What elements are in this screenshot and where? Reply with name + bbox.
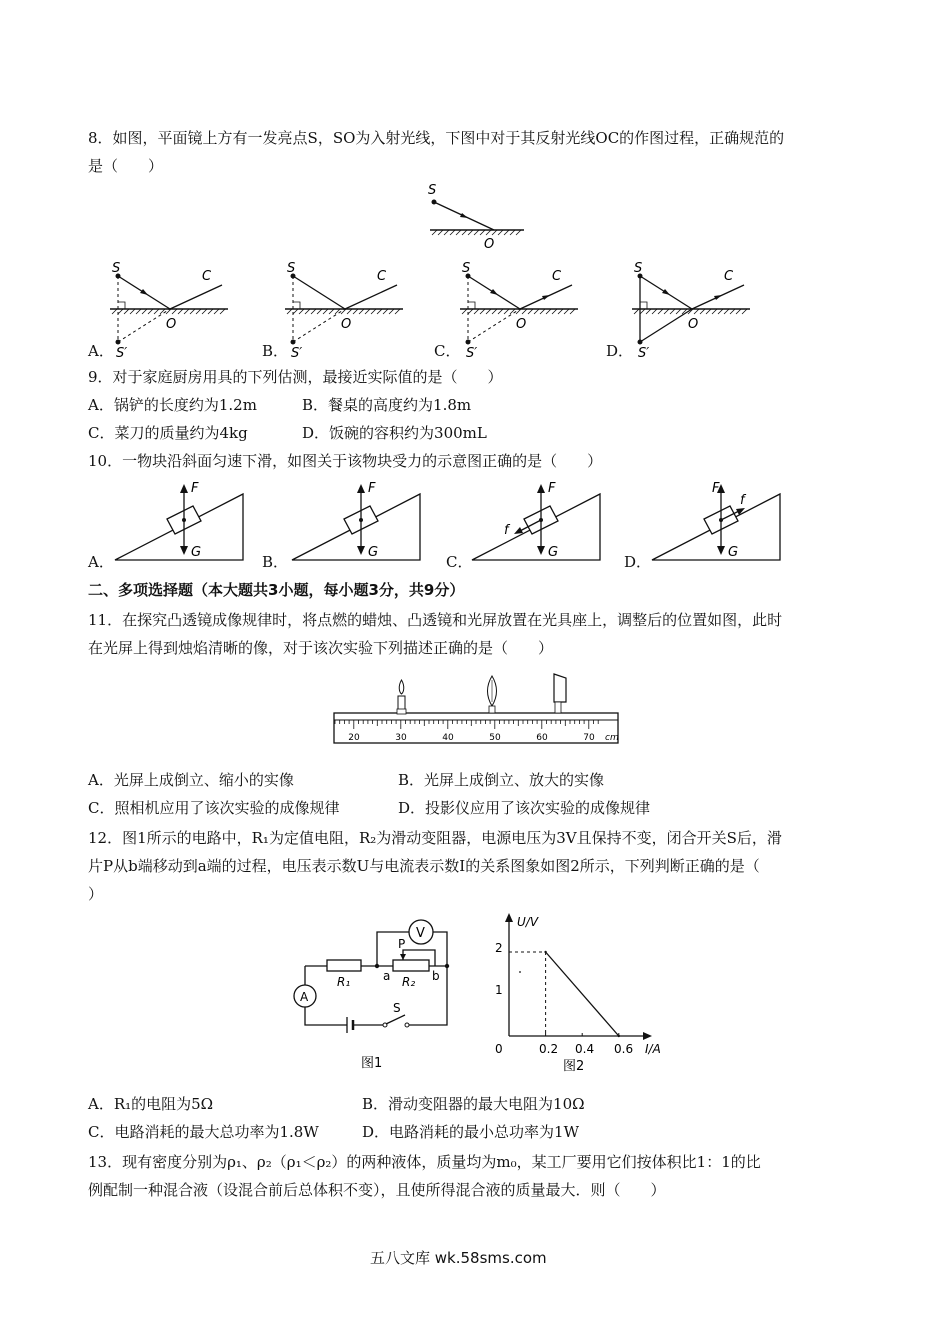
q11-option-a: A．光屏上成倒立、缩小的实像 <box>88 771 294 789</box>
graph-xtick-0-6: 0.6 <box>614 1042 634 1056</box>
q10d-label-g: G <box>728 545 739 560</box>
q8-option-d-figure <box>632 261 752 361</box>
q8a-label-s: S <box>112 261 121 276</box>
q8-main-figure <box>420 180 530 252</box>
q8-option-a-figure <box>110 261 230 361</box>
graph-ytick-1: 1 <box>495 983 503 997</box>
section-heading: 二、多项选择题（本大题共3小题，每小题3分，共9分） <box>88 581 465 599</box>
q11-stem-line1: 11．在探究凸透镜成像规律时，将点燃的蜡烛、凸透镜和光屏放置在光具座上，调整后的位置如图，此时 <box>88 611 783 629</box>
circuit-label-a-end: a <box>383 969 391 983</box>
q10-option-d-figure <box>652 478 787 563</box>
q12-option-b: B．滑动变阻器的最大电阻为10Ω <box>362 1095 585 1113</box>
graph-xtick-0: 0 <box>495 1042 503 1056</box>
graph-caption: 图2 <box>563 1059 585 1074</box>
q10c-label-f-small: f <box>504 523 509 538</box>
circuit-label-p: P <box>398 937 406 951</box>
graph-series-line <box>546 952 619 1036</box>
q8b-label-s: S <box>287 261 296 276</box>
graph-xlabel: I/A <box>645 1042 661 1056</box>
q8b-label-s-prime: S′ <box>291 346 303 361</box>
ruler-label-40: 40 <box>442 733 454 743</box>
q11-option-b: B．光屏上成倒立、放大的实像 <box>398 771 605 789</box>
q10d-label-f: F <box>712 481 720 496</box>
q8d-label-s: S <box>634 261 643 276</box>
q11-option-d: D．投影仪应用了该次实验的成像规律 <box>398 799 651 817</box>
q8-stem-line2: 是（ ） <box>88 157 164 175</box>
q8-option-d: D． <box>606 342 634 360</box>
circuit-label-s: S <box>393 1001 401 1015</box>
q9-option-a: A．锅铲的长度约为1.2m <box>88 396 257 414</box>
q10c-label-f: F <box>548 481 556 496</box>
q10-option-c-figure <box>472 478 607 563</box>
q9-stem: 9．对于家庭厨房用具的下列估测，最接近实际值的是（ ） <box>88 368 503 386</box>
q12-stem-line3: ） <box>88 885 104 903</box>
q10-stem: 10．一物块沿斜面匀速下滑，如图关于该物块受力的示意图正确的是（ ） <box>88 452 603 470</box>
q11-stem-line2: 在光屏上得到烛焰清晰的像，对于该次实验下列描述正确的是（ ） <box>88 639 554 657</box>
q8c-label-s-prime: S′ <box>466 346 478 361</box>
q8-label-o: O <box>484 237 495 252</box>
circuit-label-a: A <box>300 990 309 1004</box>
q8a-label-c: C <box>202 269 212 284</box>
page-footer: 五八文库 wk.58sms.com <box>370 1249 547 1267</box>
q8a-label-o: O <box>166 317 177 332</box>
q10-option-c: C． <box>446 553 473 571</box>
q12-option-a: A．R₁的电阻为5Ω <box>88 1095 214 1113</box>
q10b-label-f: F <box>368 481 376 496</box>
ruler-label-20: 20 <box>348 733 360 743</box>
q12-option-c: C．电路消耗的最大总功率为1.8W <box>88 1123 319 1141</box>
q10b-label-g: G <box>368 545 379 560</box>
q8-stem-line1: 8．如图，平面镜上方有一发亮点S，SO为入射光线，下图中对于其反射光线OC的作图过程，正确规范的 <box>88 129 785 147</box>
q10a-label-g: G <box>191 545 202 560</box>
q12-graph-figure <box>485 912 685 1077</box>
graph-point <box>544 951 546 953</box>
graph-xtick-0-2: 0.2 <box>539 1042 559 1056</box>
q8-option-c-figure <box>460 261 580 361</box>
graph-ylabel: U/V <box>517 915 539 929</box>
q11-optical-bench <box>332 672 622 747</box>
q8b-label-o: O <box>341 317 352 332</box>
q8a-label-s-prime: S′ <box>116 346 128 361</box>
circuit-caption: 图1 <box>361 1056 383 1071</box>
ruler-unit: cm <box>605 733 619 743</box>
q8-label-s: S <box>428 183 437 198</box>
q10-option-a-figure <box>115 478 250 563</box>
q9-option-b: B．餐桌的高度约为1.8m <box>302 396 472 414</box>
q13-stem-line1: 13．现有密度分别为ρ₁、ρ₂（ρ₁＜ρ₂）的两种液体，质量均为m₀，某工厂要用它们按体积比1：1的比 <box>88 1153 761 1171</box>
q10c-label-g: G <box>548 545 559 560</box>
q8c-label-c: C <box>552 269 562 284</box>
q10d-label-f-small: f <box>740 493 745 508</box>
circuit-label-r1: R₁ <box>337 975 351 989</box>
q12-circuit-figure <box>285 912 465 1072</box>
ruler-label-30: 30 <box>395 733 407 743</box>
q12-stem-line1: 12．图1所示的电路中，R₁为定值电阻，R₂为滑动变阻器，电源电压为3V且保持不变，闭合开关S后，滑 <box>88 829 782 847</box>
q8d-label-c: C <box>724 269 734 284</box>
q10a-label-f: F <box>191 481 199 496</box>
q9-option-c: C．菜刀的质量约为4kg <box>88 424 248 442</box>
graph-xtick-0-4: 0.4 <box>575 1042 595 1056</box>
ruler-label-60: 60 <box>536 733 548 743</box>
q10-option-d: D． <box>624 553 652 571</box>
circuit-label-b-end: b <box>432 969 440 983</box>
q8-option-b: B． <box>262 342 289 360</box>
q8b-label-c: C <box>377 269 387 284</box>
circuit-label-r2: R₂ <box>402 975 416 989</box>
q8-option-c: C． <box>434 342 461 360</box>
q8-option-b-figure <box>285 261 405 361</box>
graph-ytick-2: 2 <box>495 941 503 955</box>
q8c-label-o: O <box>516 317 527 332</box>
graph-stray-dot <box>519 971 521 973</box>
q12-stem-line2: 片P从b端移动到a端的过程，电压表示数U与电流表示数I的关系图象如图2所示，下列判断正确的是（ <box>88 857 760 875</box>
q8d-label-o: O <box>688 317 699 332</box>
q8d-label-s-prime: S′ <box>638 346 650 361</box>
q9-option-d: D．饭碗的容积约为300mL <box>302 424 487 442</box>
q13-stem-line2: 例配制一种混合液（设混合前后总体积不变），且使所得混合液的质量最大．则（ ） <box>88 1181 666 1199</box>
ruler-label-50: 50 <box>489 733 501 743</box>
q8-option-a: A． <box>88 342 114 360</box>
q10-option-b-figure <box>292 478 427 563</box>
q10-option-b: B． <box>262 553 289 571</box>
q11-option-c: C．照相机应用了该次实验的成像规律 <box>88 799 340 817</box>
ruler-label-70: 70 <box>583 733 595 743</box>
q12-option-d: D．电路消耗的最小总功率为1W <box>362 1123 579 1141</box>
q8c-label-s: S <box>462 261 471 276</box>
circuit-label-v: V <box>416 926 425 941</box>
q10-option-a: A． <box>88 553 114 571</box>
